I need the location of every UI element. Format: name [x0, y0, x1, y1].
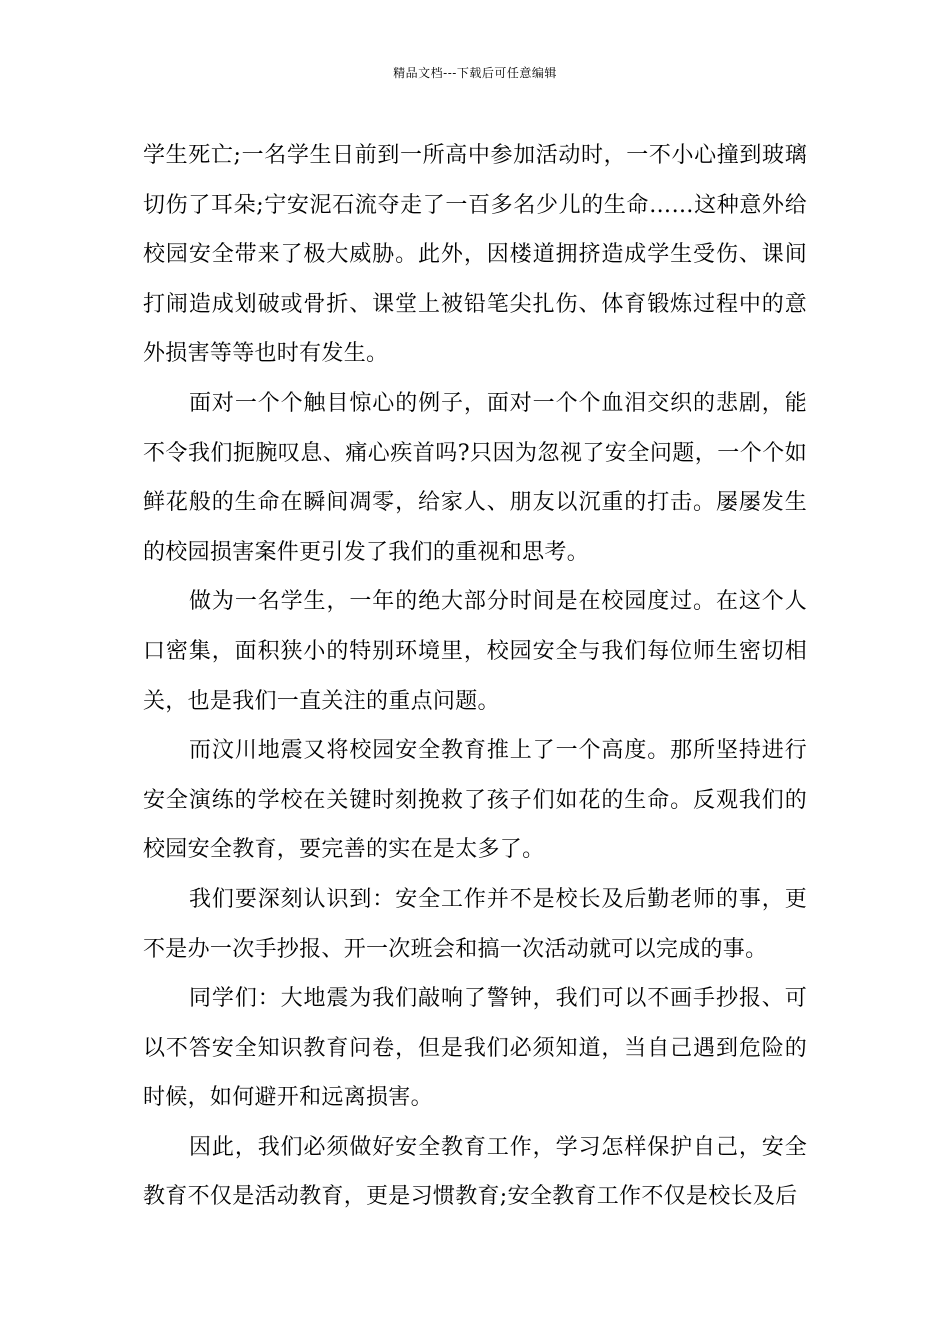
paragraph-2: 面对一个个触目惊心的例子，面对一个个血泪交织的悲剧，能不令我们扼腕叹息、痛心疾首吗?只因为忽视了安全问题，一个个如鲜花般的生命在瞬间凋零，给家人、朋友以沉重的打击。屡屡发生的校园损害案件更引发了我们的重视和思考。: [143, 390, 807, 565]
paragraph-6: 同学们：大地震为我们敲响了警钟，我们可以不画手抄报、可以不答安全知识教育问卷，但是我们必须知道，当自己遇到危险的时候，如何避开和远离损害。: [143, 986, 807, 1111]
page-header: 精品文档---下载后可任意编辑: [393, 66, 557, 80]
paragraph-5: 我们要深刻认识到：安全工作并不是校长及后勤老师的事，更不是办一次手抄报、开一次班会和搞一次活动就可以完成的事。: [143, 886, 807, 962]
paragraph-3: 做为一名学生，一年的绝大部分时间是在校园度过。在这个人口密集，面积狭小的特别环境里，校园安全与我们每位师生密切相关，也是我们一直关注的重点问题。: [143, 589, 807, 714]
paragraph-7: 因此，我们必须做好安全教育工作，学习怎样保护自己，安全教育不仅是活动教育，更是习惯教育;安全教育工作不仅是校长及后: [143, 1134, 807, 1210]
paragraph-1: 学生死亡;一名学生日前到一所高中参加活动时，一不小心撞到玻璃切伤了耳朵;宁安泥石流夺走了一百多名少儿的生命……这种意外给校园安全带来了极大威胁。此外，因楼道拥挤造成学生受伤、课间打闹造成划破或骨折、课堂上被铅笔尖扎伤、体育锻炼过程中的意外损害等等也时有发生。: [143, 143, 807, 367]
document-body: [143, 131, 807, 1222]
paragraph-4: 而汶川地震又将校园安全教育推上了一个高度。那所坚持进行安全演练的学校在关键时刻挽救了孩子们如花的生命。反观我们的校园安全教育，要完善的实在是太多了。: [143, 738, 807, 863]
